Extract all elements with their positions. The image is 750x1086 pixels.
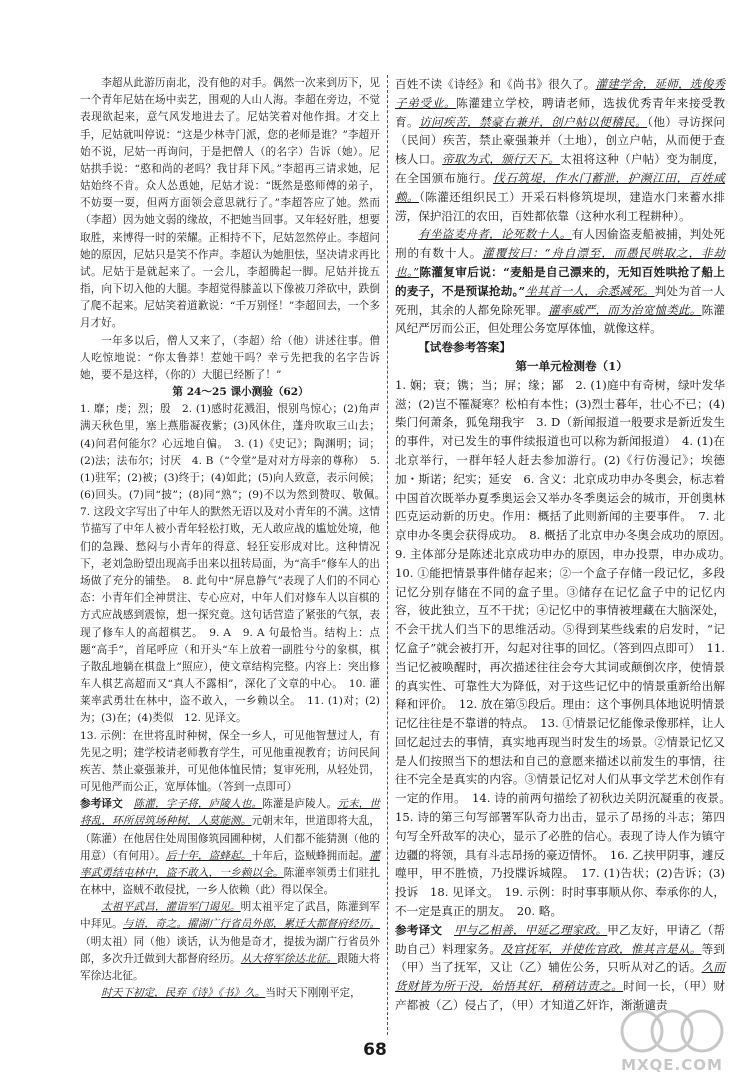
modern-line: 等到（甲）当了抚军，又让（乙）辅佐公务，只听从对乙的话。 bbox=[395, 941, 725, 975]
classical-line: 陈灌，字子将，庐陵人也。 bbox=[133, 798, 263, 811]
classical-line: 元末，世将乱，环所居筑场种树，人莫能测。 bbox=[80, 798, 380, 828]
classical-line: 有坐盗麦舟者，论死数十人。 bbox=[418, 227, 572, 242]
modern-line: 跟随大将军徐达北征。 bbox=[80, 952, 380, 982]
exam-reference-translation bbox=[395, 921, 725, 1015]
classical-line: 灌率武勇结屯林中，盗不敢入，一乡赖以全。 bbox=[80, 849, 380, 879]
modern-line: 有人因偷盗麦船被捕，判处死刑的有数十人。 bbox=[395, 227, 725, 261]
watermark-logo-icon bbox=[612, 1006, 732, 1056]
classical-line: 灌建学舍，延师，选俊秀子弟受业。 bbox=[395, 77, 725, 110]
page-number: 68 bbox=[363, 1040, 387, 1060]
ref-label: 参考译文 bbox=[395, 922, 443, 937]
classical-line: 伐石筑堤，作水门蓄泄，护濒江田，百姓咸赖。 bbox=[395, 170, 725, 204]
classical-line: 灌率威严，而为治宽恤类此。 bbox=[548, 302, 702, 317]
watermark-logo bbox=[612, 1006, 732, 1078]
classical-line: 太祖平武昌，灌诣军门谒见。 bbox=[101, 901, 241, 914]
classical-line: 后十年，盗蜂起。 bbox=[165, 849, 252, 862]
exam-title: 第一单元检测卷（1） bbox=[515, 358, 628, 373]
modern-line: 判处为首一人死刑，其余的人都免除死罪。 bbox=[395, 283, 725, 317]
classical-line: 帝取为式，颁行天下。 bbox=[442, 152, 561, 167]
modern-line: （他）寻访探问（民间）疾苦，禁止豪强兼并（土地），创立户帖，从而便于查核人口。 bbox=[395, 114, 725, 167]
classical-line: 及官抚军，并使佐官政，惟其言是从。 bbox=[501, 941, 702, 956]
ref-label: 参考译文 bbox=[80, 798, 123, 811]
modern-line: 陈灌风纪严厉而公正，但处理公务宽厚体恤，就像这样。 bbox=[395, 302, 725, 336]
modern-line: 陈灌复审后说：“麦船是自己漂来的，无知百姓哄抢了船上的麦子，不是预谋抢劫。” bbox=[395, 264, 725, 298]
modern-line: 明太祖平定了武昌，陈灌到军中拜见。 bbox=[80, 901, 381, 931]
translation-paragraph bbox=[395, 225, 725, 338]
story-paragraph-1: 李超从此游历南北，没有他的对手。偶然一次来到历下，见一个青年尼姑在场中卖艺，围观的人山人海。李超在旁边，不觉表现欲起来，意气风发地进去了。尼姑笑着对他作揖。才交上手，尼姑就叫停说：“这是少林寺门派，您的老师是谁？”李超开始不说，尼姑一再询问，于是把僧人（的名字）告诉（她）。尼姑拱手说：“憨和尚的老吗？我甘拜下风。”李超再三请求她，尼姑始终不肯。众人怂恿她，尼姑才说：“既然是憨师傅的弟子，不妨耍一耍，但两方面领会意思就行了。”李超答应了她。然而（李超）因为她文弱的缘故，不把她当回事。又年轻好胜，想要取胜，来博得一时的荣耀。正相持不下，尼姑忽然停止。李超问她的原因，尼姑只是笑不作声。李超认为她胆怯，坚决请求再比试。尼姑于是就起来了。一会儿，李超腾起一脚。尼姑并拢五指，向下切入他的大腿。李超觉得膝盖以下像被刀斧砍中，跌倒了爬不起来。尼姑笑着道歉说：“千万别怪！”李超回去，一个多月才好。 bbox=[80, 77, 380, 330]
modern-line: 当时天下刚刚平定， bbox=[265, 987, 361, 1000]
exam-answers-header: 【试卷参考答案】 bbox=[418, 340, 511, 355]
modern-line: 甲乙友好，甲请乙（帮助自己）料理家务。 bbox=[395, 922, 725, 956]
modern-line: 太祖将这种（户帖）变为制度，在全国颁布施行。 bbox=[395, 152, 725, 185]
quiz-answer-13: 13. 示例：在世将乱时种树，保全一乡人，可见他智慧过人，有先见之明；建学校请老师教育学生，可见他重视教育；访问民间疾苦、禁止豪强兼并，可见他体恤民情；复审死刑，从轻处罚，可见他严而公正，宽厚体恤。（答到一点即可） bbox=[80, 729, 380, 794]
story-paragraph-2: 一年多以后，僧人又来了，（李超）给（他）讲述往事。僧人吃惊地说：“你太鲁莽！惹她干吗？幸亏先把我的名字告诉她，要不是这样，（你的）大腿已经断了！” bbox=[80, 334, 380, 381]
translation-continued bbox=[395, 75, 725, 225]
modern-line: （明太祖）同（他）谈话，认为他是奇才，提拔为湖广行省员外郎，多次升迁做到大都督府经历。 bbox=[80, 935, 380, 965]
reference-translation-cont bbox=[80, 899, 380, 985]
modern-line: 十年后，盗贼蜂拥而起。 bbox=[251, 849, 370, 862]
left-column bbox=[80, 75, 391, 1002]
classical-line: 与语，奇之。擢湖广行省员外郎，累迁大都督府经历。 bbox=[122, 918, 380, 931]
watermark-domain: MXQE.COM bbox=[621, 1056, 723, 1074]
modern-line: 陈灌是庐陵人。 bbox=[262, 798, 338, 811]
modern-line: 百姓不读《诗经》和《尚书》很久了。 bbox=[395, 77, 596, 91]
classical-line: 久而货财皆为所干没，始悟其奸，稍稍诘责之。 bbox=[395, 960, 725, 994]
section-title-quiz: 第 24～25 课小测验（62） bbox=[172, 386, 309, 399]
classical-line: 从大将军徐达北征。 bbox=[240, 952, 338, 965]
exam-answers: 1. 娴；衰；镌；当；屏；缘；鄙 2. (1)庭中有奇树，绿叶发华滋；(2)岂不罹凝寒？松柏有本性；(3)烈士暮年，壮心不已；(4)柴门何萧条，狐兔翔我宇 3. D（新闻报道一般要求是新近发生的事件，对已发生的事件续报道也可以称为新闻报道） 4. (1)在北京举行，一群年轻人赶去参加游行。(2)《行仿漫记》；埃德加・斯诺；纪实；延安 6. 含义：北京成功申办冬奥会，标志着中国首次既举办夏季奥运会又举办冬季奥运会的城市，开创奥林匹克运动新的历史。作用：概括了此则新闻的主要事件。 7. 北京申办冬奥会获得成功。 8. 概括了北京申办冬奥会成功的原因。 9. 主体部分是陈述北京成功申办的原因，申办投票，申办成功。 10. ①能把情景事件储存起来；②一个盒子存储一段记忆，多段记忆分别存储在不同的盒子里。③储存在记忆盒子中的记忆内容，彼此独立，互不干扰；④记忆中的事情被埋藏在大脑深处，不会干扰人们当下的思维活动。⑤得到某些线索的启发时，“记忆盒子”就会被打开，勾起对往事的回忆。（答到四点即可） 11. 当记忆被唤醒时，再次描述往往会夸大其词或颠倒次序，使情景的真实性、可靠性大为降低，对于这些记忆中的情景重新给出解释和评价。 12. 放在第⑤段后。理由：这个事例具体地说明情景记忆往往是不靠谱的特点。 13. ①情景记忆能像录像那样，让人回忆起过去的事情，真实地再现当时发生的场景。②情景记忆又是人们按照当下的想法和自己的意愿来描述以前发生的事情，往往不完全是真实的内容。③情景记忆对人们从事文学艺术创作有一定的作用。 14. 诗的前两句描绘了初秋边关阴沉凝重的夜景。 15. 诗的第三句写部署军队奇力出击，显示了昂扬的斗志；第四句写全歼敌军的决心，显示了必胜的信心。表现了诗人作为镇守边疆的将领，具有斗志昂扬的豪迈情怀。 16. 乙挟甲阴事，遽反噬甲，甲不胜愤，乃投牒诉城隍。 17. (1)告状；(2)告诉；(3)投诉 18. 见译文。 19. 示例：时时事事顺从你、奉承你的人，不一定是真正的朋友。 20. 略。 bbox=[395, 377, 737, 919]
classical-line: 时天下初定，民弃《诗》《书》久。 bbox=[101, 987, 266, 1000]
modern-line: 元朝末年，世道即将大乱，（陈灌）在他居住处周围修筑园圃种树，人们都不能猜测（他的用意）（有何用）。 bbox=[80, 815, 380, 862]
modern-line: 陈灌率领勇士们驻扎在林中，盗贼不敢侵扰，一乡人依赖（此）得以保全。 bbox=[80, 866, 380, 897]
modern-line: 时间一长，（甲）财产都被（乙）侵占了，（甲）才知道乙奸诈，渐渐谴责 bbox=[395, 979, 725, 1013]
classical-line: 坐其首一人，余悉减死。 bbox=[525, 283, 655, 298]
column-divider bbox=[387, 75, 388, 1035]
classical-line: 灌覆按曰：“舟自漂至，而愚民哄取之，非劫也。” bbox=[395, 246, 725, 279]
classical-line: 甲与乙相善，甲延乙理家政。 bbox=[453, 922, 608, 937]
modern-line: 陈灌建立学校，聘请老师，选拔优秀青年来接受教育。 bbox=[395, 95, 725, 129]
reference-translation bbox=[80, 796, 380, 899]
classical-line: 访问疾苦，禁豪右兼并，创户帖以便稽民。 bbox=[419, 114, 648, 129]
reference-translation-cont2 bbox=[80, 985, 380, 1002]
modern-line: （陈灌还组织民工）开采石料修筑堤坝，建造水门来蓄水排涝，保护沿江的农田，百姓都依靠（这种水利工程耕种）。 bbox=[395, 189, 725, 223]
right-column bbox=[395, 75, 737, 1015]
quiz-answers: 1. 靡；虔；烈；殷 2. (1)感时花溅泪，恨别鸟惊心；(2)角声满天秋色里，塞上燕脂凝夜紫；(3)风休住，蓬舟吹取三山去；(4)问君何能尔？心远地自偏。 3. (1)《史记》；陶渊明；词；(2)法；法布尔；讨厌 4. B（“令堂”是对对方母亲的尊称） 5. (1)驻军；(2)被；(3)终于；(4)如此；(5)向人致意，表示问候；(6)回头。(7)同“披”；(8)同“熟”；(9)不以为然到赞叹、敬佩。 7. 这段文字写出了中年人的默然无语以及对小青年的不满。这情节描写了中年人被小青年轻松打败，无人敢应战的尴尬处境，他们的急躁、愁闷与小青年的得意、轻狂妄形成对比。这种情况下，老刘急盼望出现高手出来以扭转局面，为“高手”修车人的出场做了充分的铺垫。 8. 此句中“屏息静气”表现了人们的不同心态：小青年们全神贯注、专心应对，中年人们对修车人以盲棋的方式应战感到震惊，想一探究竟。这句话营造了紧张的气氛，表现了修车人的高超棋艺。 9. A 9. A 句最恰当。结构上：点题“高手”，首尾呼应（和开头“车上放着一副胜兮兮的象棋，棋子散乱地躺在棋盘上”照应），使文章结构完整。内容上：突出修车人棋艺高超而又“真人不露相”，深化了文章的中心。 10. 灌莱率武勇壮在林中，盗不敢入，一乡赖以全。 11. (1)对；(2)为；(3)在；(4)类似 12. 见译文。 bbox=[80, 403, 391, 725]
